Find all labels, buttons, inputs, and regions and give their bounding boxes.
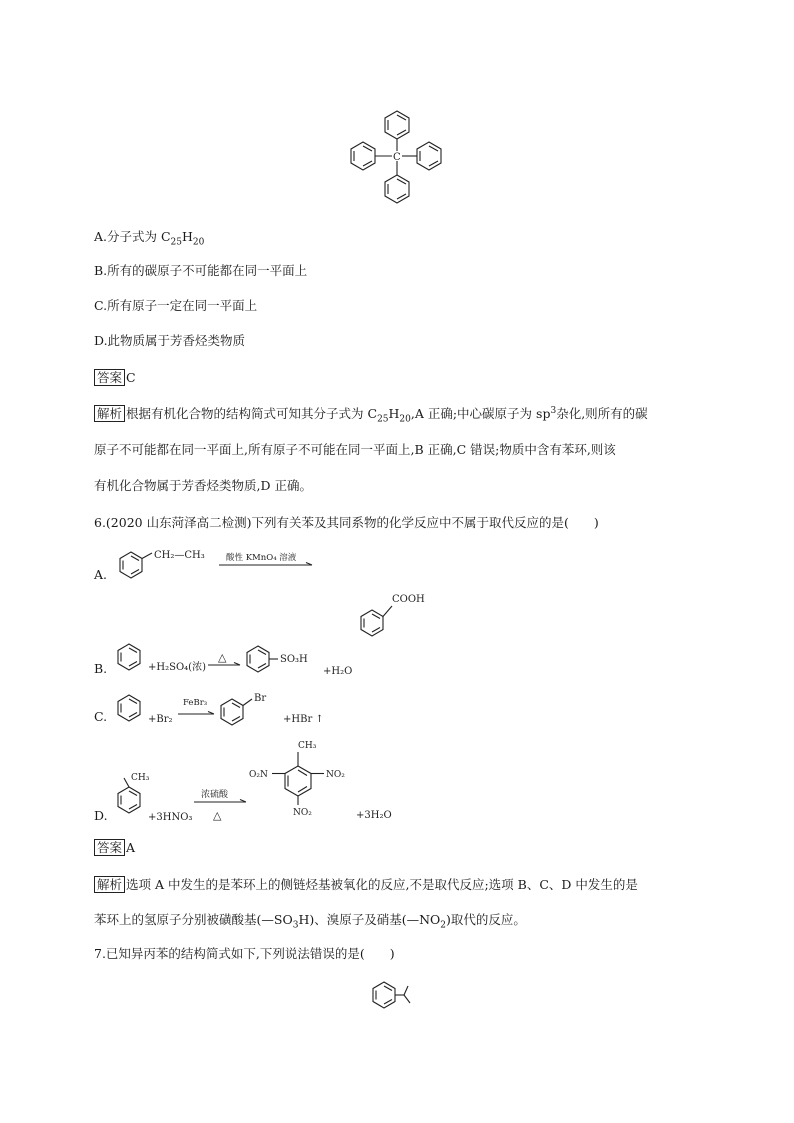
sulfonic-group: SO₃H [280, 654, 308, 665]
water-byproduct: +H₂O [323, 666, 353, 677]
option-6a-label: A. [94, 567, 108, 582]
condition-kmno4: 酸性 KMnO₄ 溶液 [226, 553, 297, 563]
option-6b-label: B. [94, 661, 108, 676]
tetraphenylmethane-structure [0, 0, 794, 220]
option-5d: D.此物质属于芳香烃类物质 [94, 333, 246, 348]
nitro-bottom: NO₂ [293, 808, 312, 818]
condition-h2so4: 浓硫酸 [201, 790, 229, 800]
option-5c: C.所有原子一定在同一平面上 [94, 298, 258, 313]
option-5a: A.分子式为 $C_{25}H_{20}$ [94, 229, 205, 248]
answer-value: C [126, 370, 136, 385]
hbr-byproduct: +HBr ↑ [283, 714, 324, 725]
sulfuric-acid-reagent: +H₂SO₄(浓) [148, 662, 206, 673]
heat-symbol: △ [218, 651, 227, 664]
question-6-stem: 6.(2020 山东菏泽高二检测)下列有关苯及其同系物的化学反应中不属于取代反应的是( ) [94, 515, 599, 530]
answer-label: 答案 [94, 839, 125, 856]
answer-value: A [126, 840, 136, 855]
answer-label: 答案 [94, 369, 125, 386]
bromine-reagent: +Br₂ [148, 714, 173, 725]
bromo-group: Br [254, 693, 267, 704]
methyl-group-product: CH₃ [298, 741, 317, 751]
answer-6 [94, 839, 135, 856]
methyl-group-reactant: CH₃ [131, 773, 150, 783]
option-6a-reaction [0, 540, 794, 640]
catalyst-febr3: FeBr₃ [183, 698, 208, 708]
nitro-right: NO₂ [326, 770, 345, 780]
analysis-5-line1: 解析 根据有机化合物的结构简式可知其分子式为 $C_{25}H_{20},A$ 正确;中心碳原子为 $sp^3$杂化,则所有的碳 [94, 405, 648, 422]
option-6d-label: D. [94, 808, 108, 823]
analysis-6-line1: 解析 选项 A 中发生的是苯环上的侧链烃基被氧化的反应,不是取代反应;选项 B、C、D 中发生的是 [94, 876, 638, 893]
heat-symbol-d: △ [213, 809, 222, 822]
analysis-label: 解析 [94, 876, 125, 893]
option-6c-label: C. [94, 709, 108, 724]
nitric-acid-reagent: +3HNO₃ [148, 812, 193, 823]
isopropylbenzene-structure [0, 975, 794, 1035]
center-carbon: C [393, 152, 401, 163]
water-byproduct-d: +3H₂O [356, 810, 392, 821]
option-6b-reaction [0, 640, 794, 690]
answer-5 [94, 369, 136, 386]
option-6d-reaction [0, 735, 794, 830]
analysis-5-line2: 原子不可能都在同一平面上,所有原子不可能在同一平面上,B 正确,C 错误;物质中含有苯环,则该 [94, 442, 616, 457]
analysis-label: 解析 [94, 405, 125, 422]
analysis-6-line2: 苯环上的氢原子分别被磺酸基$(—SO_3H)$、溴原子及硝基$(—NO_2)$取代的反应。 [94, 912, 526, 931]
question-7-stem: 7.已知异丙苯的结构简式如下,下列说法错误的是( ) [94, 946, 395, 961]
option-6c-reaction [0, 690, 794, 740]
analysis-5-line3: 有机化合物属于芳香烃类物质,D 正确。 [94, 478, 312, 493]
carboxyl-group: COOH [392, 594, 425, 605]
option-5b: B.所有的碳原子不可能都在同一平面上 [94, 263, 308, 278]
nitro-left: O₂N [249, 770, 268, 780]
ethyl-group: CH₂—CH₃ [154, 550, 205, 561]
